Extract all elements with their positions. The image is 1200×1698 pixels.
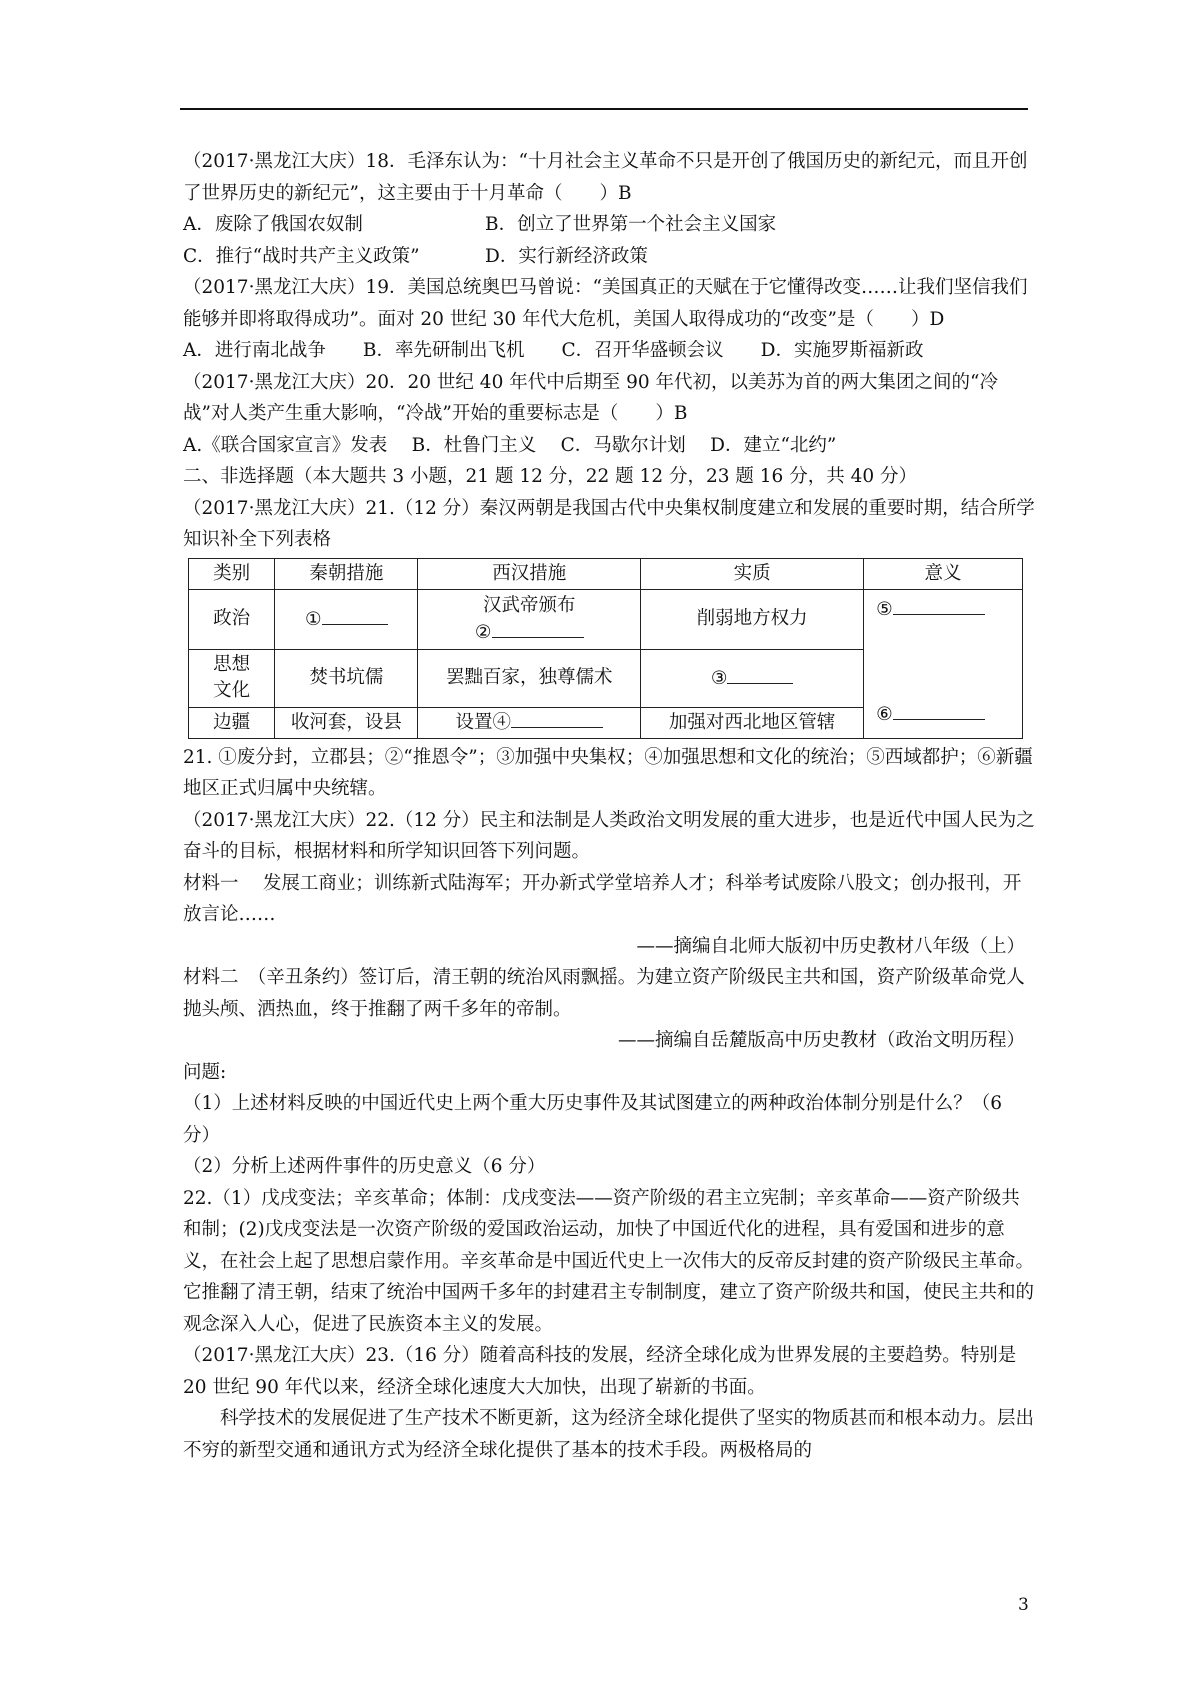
q22-material-1: 材料一 发展工商业；训练新式陆海军；开办新式学堂培养人才；科举考试废除八股文；创办报刊，开放言论…… [183, 872, 1022, 925]
table-cell-text: 加强对西北地区管辖 [641, 707, 864, 738]
q18-options-row1 [183, 209, 1035, 241]
table-cell-category: 政治 [189, 589, 275, 649]
table-cell-blank [418, 707, 641, 738]
table-header: 实质 [641, 558, 864, 589]
page-number: 3 [1018, 1595, 1029, 1615]
page-body [183, 146, 1035, 1466]
table-row [189, 589, 1023, 649]
header-rule [180, 108, 1028, 110]
table-header: 秦朝措施 [275, 558, 418, 589]
table-header: 意义 [864, 558, 1023, 589]
q22-part-2: （2）分析上述两件事件的历史意义（6 分） [183, 1156, 546, 1177]
table-header: 类别 [189, 558, 275, 589]
q21-stem: （2017·黑龙江大庆）21.（12 分）秦汉两朝是我国古代中央集权制度建立和发展的重要时期，结合所学知识补全下列表格 [183, 497, 1035, 550]
q23-paragraph: 科学技术的发展促进了生产技术不断更新，这为经济全球化提供了坚实的物质甚而和根本动力。层出不穷的新型交通和通讯方式为经济全球化提供了基本的技术手段。两极格局的 [183, 1408, 1035, 1461]
section-heading: 二、非选择题（本大题共 3 小题，21 题 12 分，22 题 12 分，23 题 16 分，共 40 分） [183, 466, 918, 487]
blank-marker: ③ [710, 667, 728, 689]
q21-table [188, 558, 1023, 739]
q22-material-1-source: ——摘编自北师大版初中历史教材八年级（上） [636, 935, 1025, 957]
q18-options-row2 [183, 241, 1035, 273]
q22-answer: 22.（1）戊戌变法；辛亥革命；体制：戊戌变法——资产阶级的君主立宪制；辛亥革命——资产阶级共和制；(2)戊戌变法是一次资产阶级的爱国政治运动，加快了中国近代化的进程，具有爱国和进步的意义，在社会上起了思想启蒙作用。辛亥革命是中国近代史上一次伟大的反帝反封建的资产阶级民主革命。它推翻了清王朝，结束了统治中国两千多年的封建君主专制制度，建立了资产阶级共和国，使民主共和的观念深入人心，促进了民族资本主义的发展。 [183, 1187, 1035, 1335]
q20-stem: （2017·黑龙江大庆）20．20 世纪 40 年代中后期至 90 年代初，以美苏为首的两大集团之间的“冷战”对人类产生重大影响，“冷战”开始的重要标志是（ ）B [183, 371, 998, 424]
q20-options: A.《联合国家宣言》发表 B．杜鲁门主义 C．马歇尔计划 D．建立“北约” [183, 434, 837, 456]
q22-part-1: （1）上述材料反映的中国近代史上两个重大历史事件及其试图建立的两种政治体制分别是什么？（6 分） [183, 1093, 1003, 1146]
answer-blank [322, 606, 388, 625]
q19-options: A．进行南北战争 B．率先研制出飞机 C．召开华盛顿会议 D．实施罗斯福新政 [183, 340, 924, 361]
q18-stem: （2017·黑龙江大庆）18．毛泽东认为：“十月社会主义革命不只是开创了俄国历史的新纪元，而且开创了世界历史的新纪元”，这主要由于十月革命（ ）B [183, 151, 1028, 204]
answer-blank [511, 709, 603, 728]
q22-material-2-source: ——摘编自岳麓版高中历史教材（政治文明历程） [617, 1030, 1025, 1051]
q23-stem: （2017·黑龙江大庆）23.（16 分）随着高科技的发展，经济全球化成为世界发展的主要趋势。特别是 20 世纪 90 年代以来，经济全球化速度大大加快，出现了崭新的书面。 [183, 1345, 1017, 1398]
table-cell [418, 589, 641, 649]
q22-stem: （2017·黑龙江大庆）22.（12 分）民主和法制是人类政治文明发展的重大进步，也是近代中国人民为之奋斗的目标，根据材料和所学知识回答下列问题。 [183, 809, 1035, 862]
q19-stem: （2017·黑龙江大庆）19．美国总统奥巴马曾说：“美国真正的天赋在于它懂得改变……让我们坚信我们能够并即将取得成功”。面对 20 世纪 30 年代大危机，美国人取得成功的“改变”是（ ）D [183, 277, 1028, 330]
blank-marker: ⑥ [876, 703, 893, 725]
q22-material-2: 材料二 （辛丑条约）签订后，清王朝的统治风雨飘摇。为建立资产阶级民主共和国，资产阶级革命党人抛头颅、洒热血，终于推翻了两千多年的帝制。 [183, 967, 1025, 1020]
q21-answer: 21. ①废分封，立郡县；②“推恩令”；③加强中央集权；④加强思想和文化的统治；⑤西域都护；⑥新疆地区正式归属中央统辖。 [183, 746, 1033, 799]
table-cell-category: 边疆 [189, 707, 275, 738]
table-cell-blank [275, 589, 418, 649]
answer-blank [727, 665, 793, 684]
table-cell-text: 罢黜百家，独尊儒术 [418, 649, 641, 707]
table-cell-text: 思想文化 [213, 654, 251, 701]
answer-blank [893, 596, 985, 615]
table-cell-category [189, 649, 275, 707]
q22-question-label: 问题: [183, 1061, 227, 1083]
answer-blank [893, 701, 985, 720]
table-cell-text: 削弱地方权力 [641, 589, 864, 649]
table-cell-text: 收河套，设县 [275, 707, 418, 738]
table-header: 西汉措施 [418, 558, 641, 589]
table-cell-text: 汉武帝颁布 [482, 594, 576, 616]
blank-marker: ⑤ [876, 598, 893, 620]
table-cell-blank [641, 649, 864, 707]
blank-marker: ② [474, 621, 492, 643]
table-cell-meaning [864, 589, 1023, 738]
blank-marker: 设置④ [455, 712, 511, 733]
q18-option-d: D．实行新经济政策 [485, 245, 648, 267]
table-header-row [189, 558, 1023, 589]
blank-marker: ① [305, 608, 322, 630]
q18-option-c: C．推行“战时共产主义政策” [183, 245, 420, 267]
table-cell-text: 焚书坑儒 [275, 649, 418, 707]
q18-option-b: B．创立了世界第一个社会主义国家 [485, 214, 777, 235]
q18-option-a: A．废除了俄国农奴制 [183, 214, 363, 235]
answer-blank [492, 619, 584, 638]
